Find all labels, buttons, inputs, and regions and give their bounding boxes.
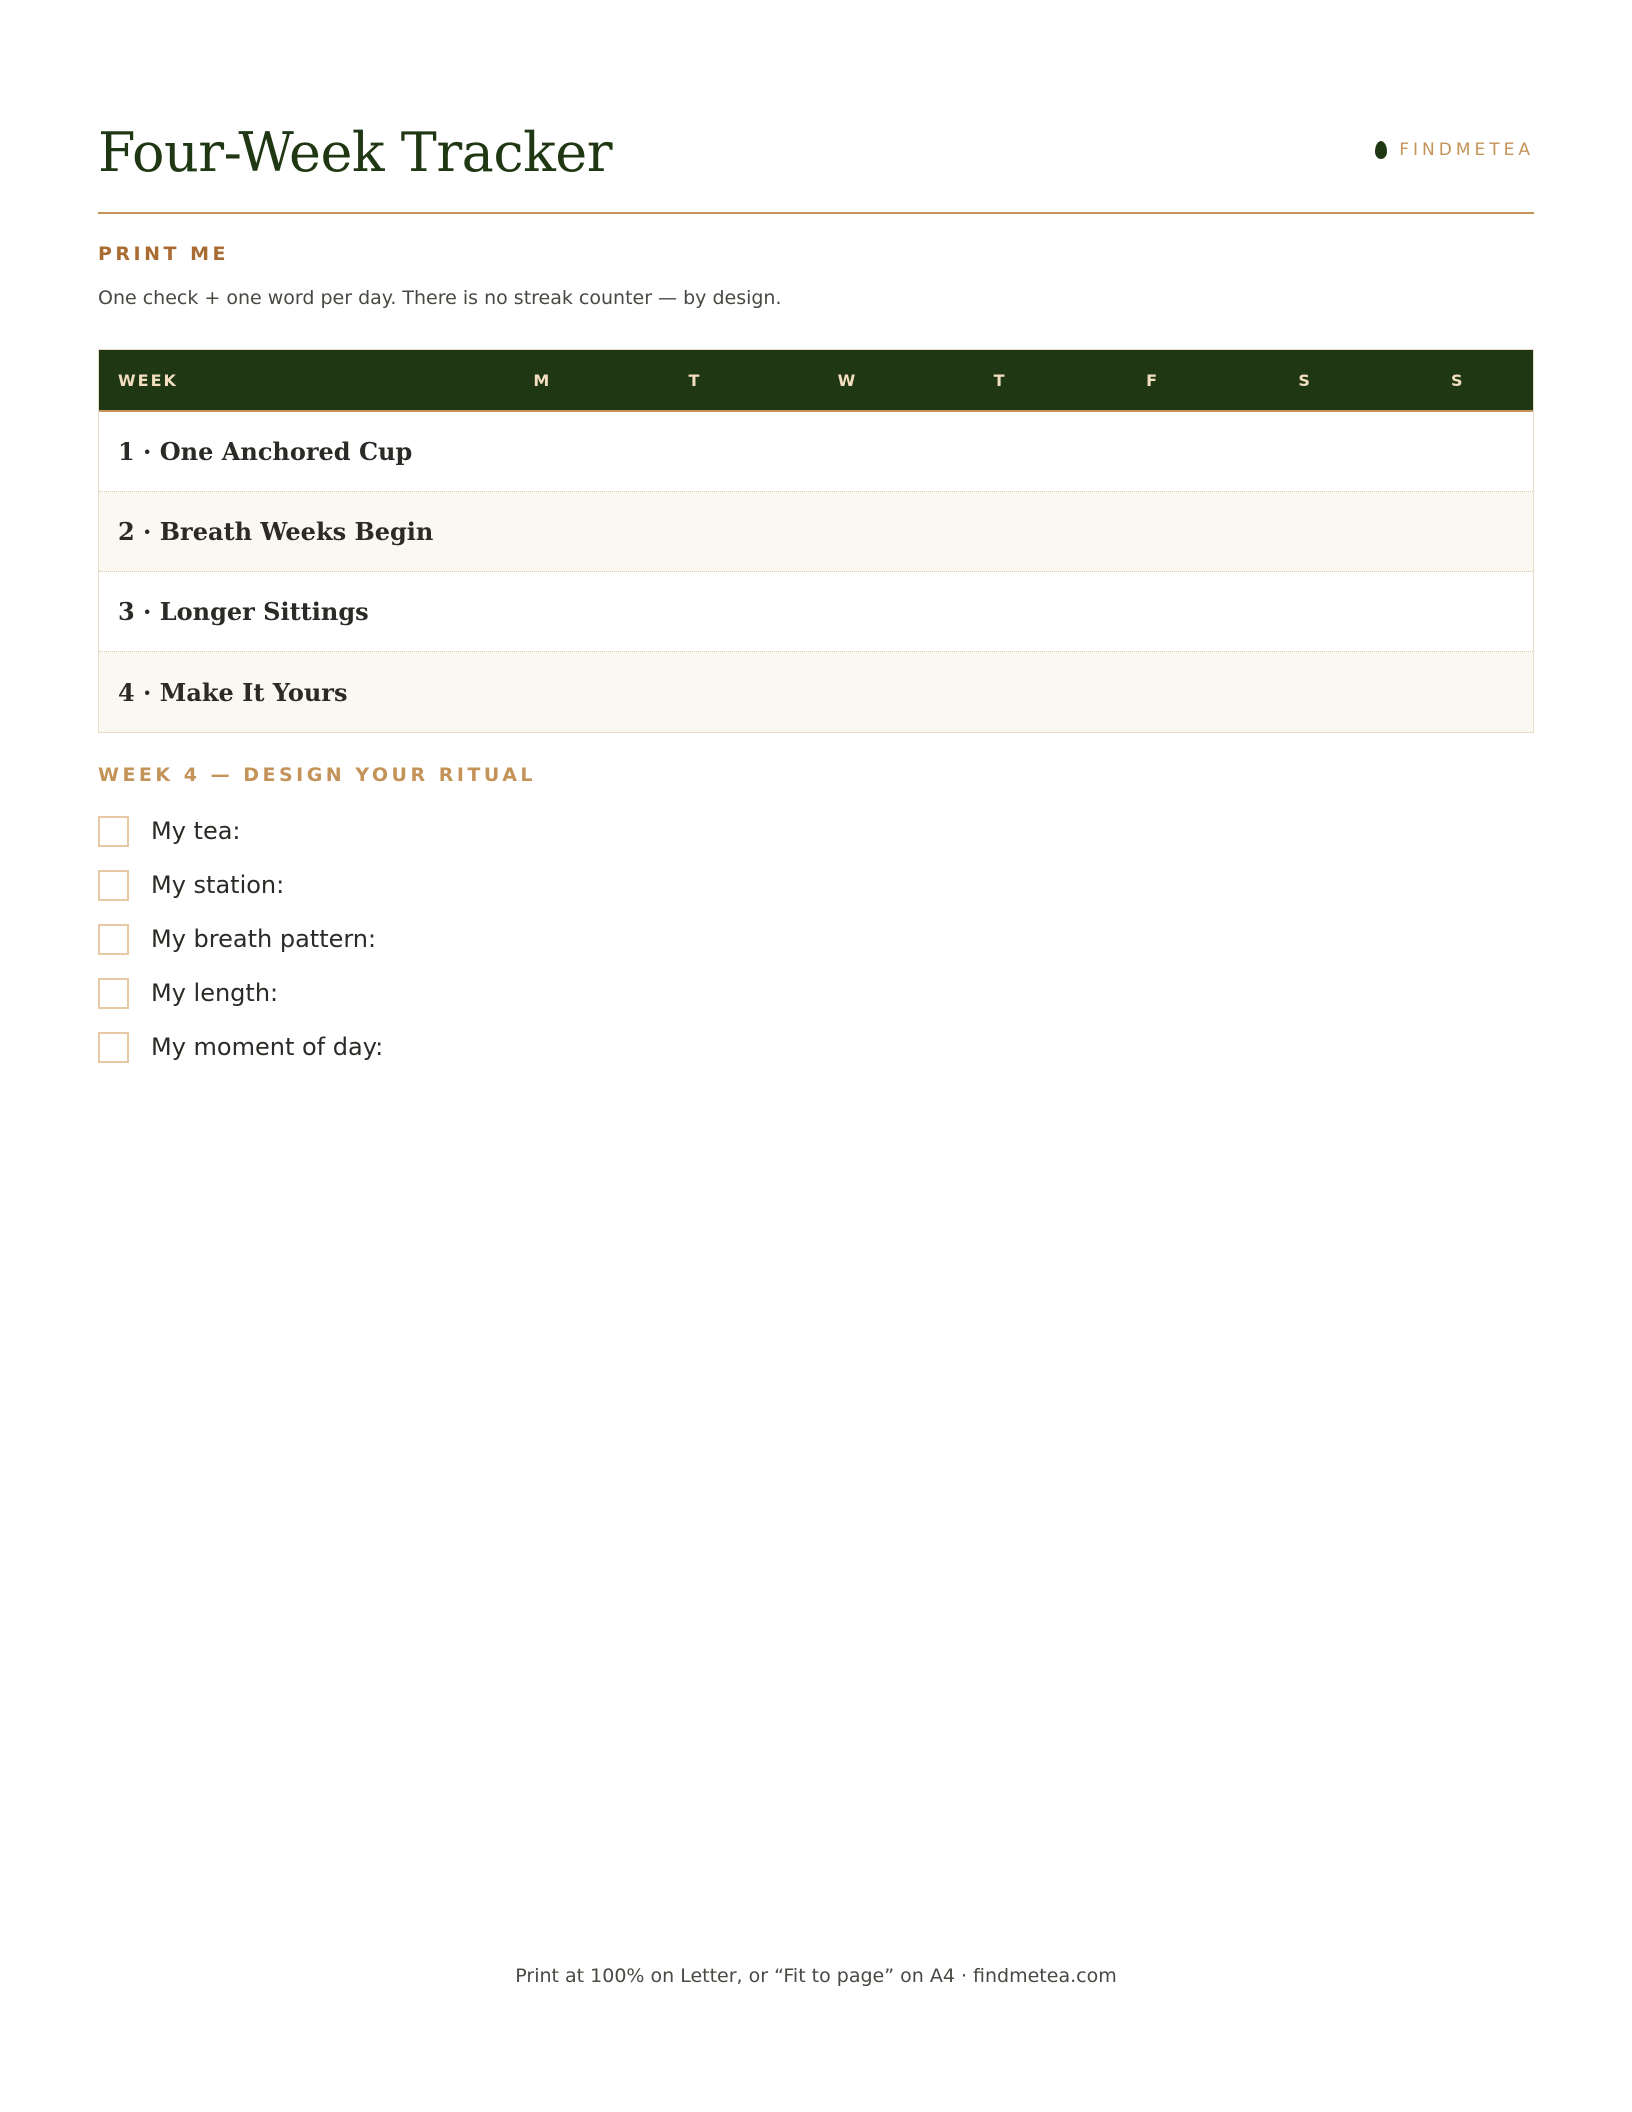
tracker-page — [98, 0, 1534, 2112]
intro-text: One check + one word per day. There is no streak counter — by design. — [98, 287, 782, 309]
week-label: 4 · Make It Yours — [118, 677, 348, 707]
week-label: 1 · One Anchored Cup — [118, 437, 413, 466]
page-title: Four-Week Tracker — [98, 121, 613, 184]
day-header-sun: S — [1450, 370, 1463, 390]
brand-name: FINDMETEA — [1399, 140, 1534, 160]
table-row — [99, 652, 1533, 732]
ritual-label: My station: — [151, 871, 285, 899]
list-item — [98, 966, 383, 1020]
ritual-label: My breath pattern: — [151, 925, 377, 953]
tracker-table — [98, 349, 1534, 733]
table-row — [99, 412, 1533, 492]
page-header — [98, 118, 1534, 214]
table-row — [99, 572, 1533, 652]
table-row — [99, 492, 1533, 572]
day-header-mon: M — [533, 370, 550, 390]
print-footer: Print at 100% on Letter, or “Fit to page” on A4 · findmetea.com — [515, 1965, 1117, 1987]
leaf-icon — [1375, 141, 1387, 159]
ritual-checklist — [98, 804, 383, 1074]
day-header-fri: F — [1146, 370, 1158, 390]
eyebrow-label: PRINT ME — [98, 243, 229, 265]
ritual-checkbox-breath[interactable] — [98, 924, 129, 955]
day-header-wed: W — [837, 370, 856, 390]
list-item — [98, 804, 383, 858]
ritual-checkbox-length[interactable] — [98, 978, 129, 1009]
ritual-label: My moment of day: — [151, 1033, 384, 1061]
ritual-checkbox-moment[interactable] — [98, 1032, 129, 1063]
list-item — [98, 858, 383, 912]
day-header-thu: T — [993, 370, 1005, 390]
list-item — [98, 1020, 383, 1074]
ritual-checkbox-station[interactable] — [98, 870, 129, 901]
week-label: 3 · Longer Sittings — [118, 597, 369, 626]
ritual-checkbox-tea[interactable] — [98, 816, 129, 847]
day-header-tue: T — [688, 370, 700, 390]
day-header-sat: S — [1298, 370, 1310, 390]
week-column-header: WEEK — [118, 370, 178, 390]
brand — [1375, 140, 1534, 160]
ritual-label: My tea: — [151, 817, 241, 845]
tracker-header-row — [99, 350, 1533, 412]
list-item — [98, 912, 383, 966]
ritual-section-title: WEEK 4 — DESIGN YOUR RITUAL — [98, 764, 537, 786]
ritual-label: My length: — [151, 979, 279, 1007]
week-label: 2 · Breath Weeks Begin — [118, 517, 434, 546]
